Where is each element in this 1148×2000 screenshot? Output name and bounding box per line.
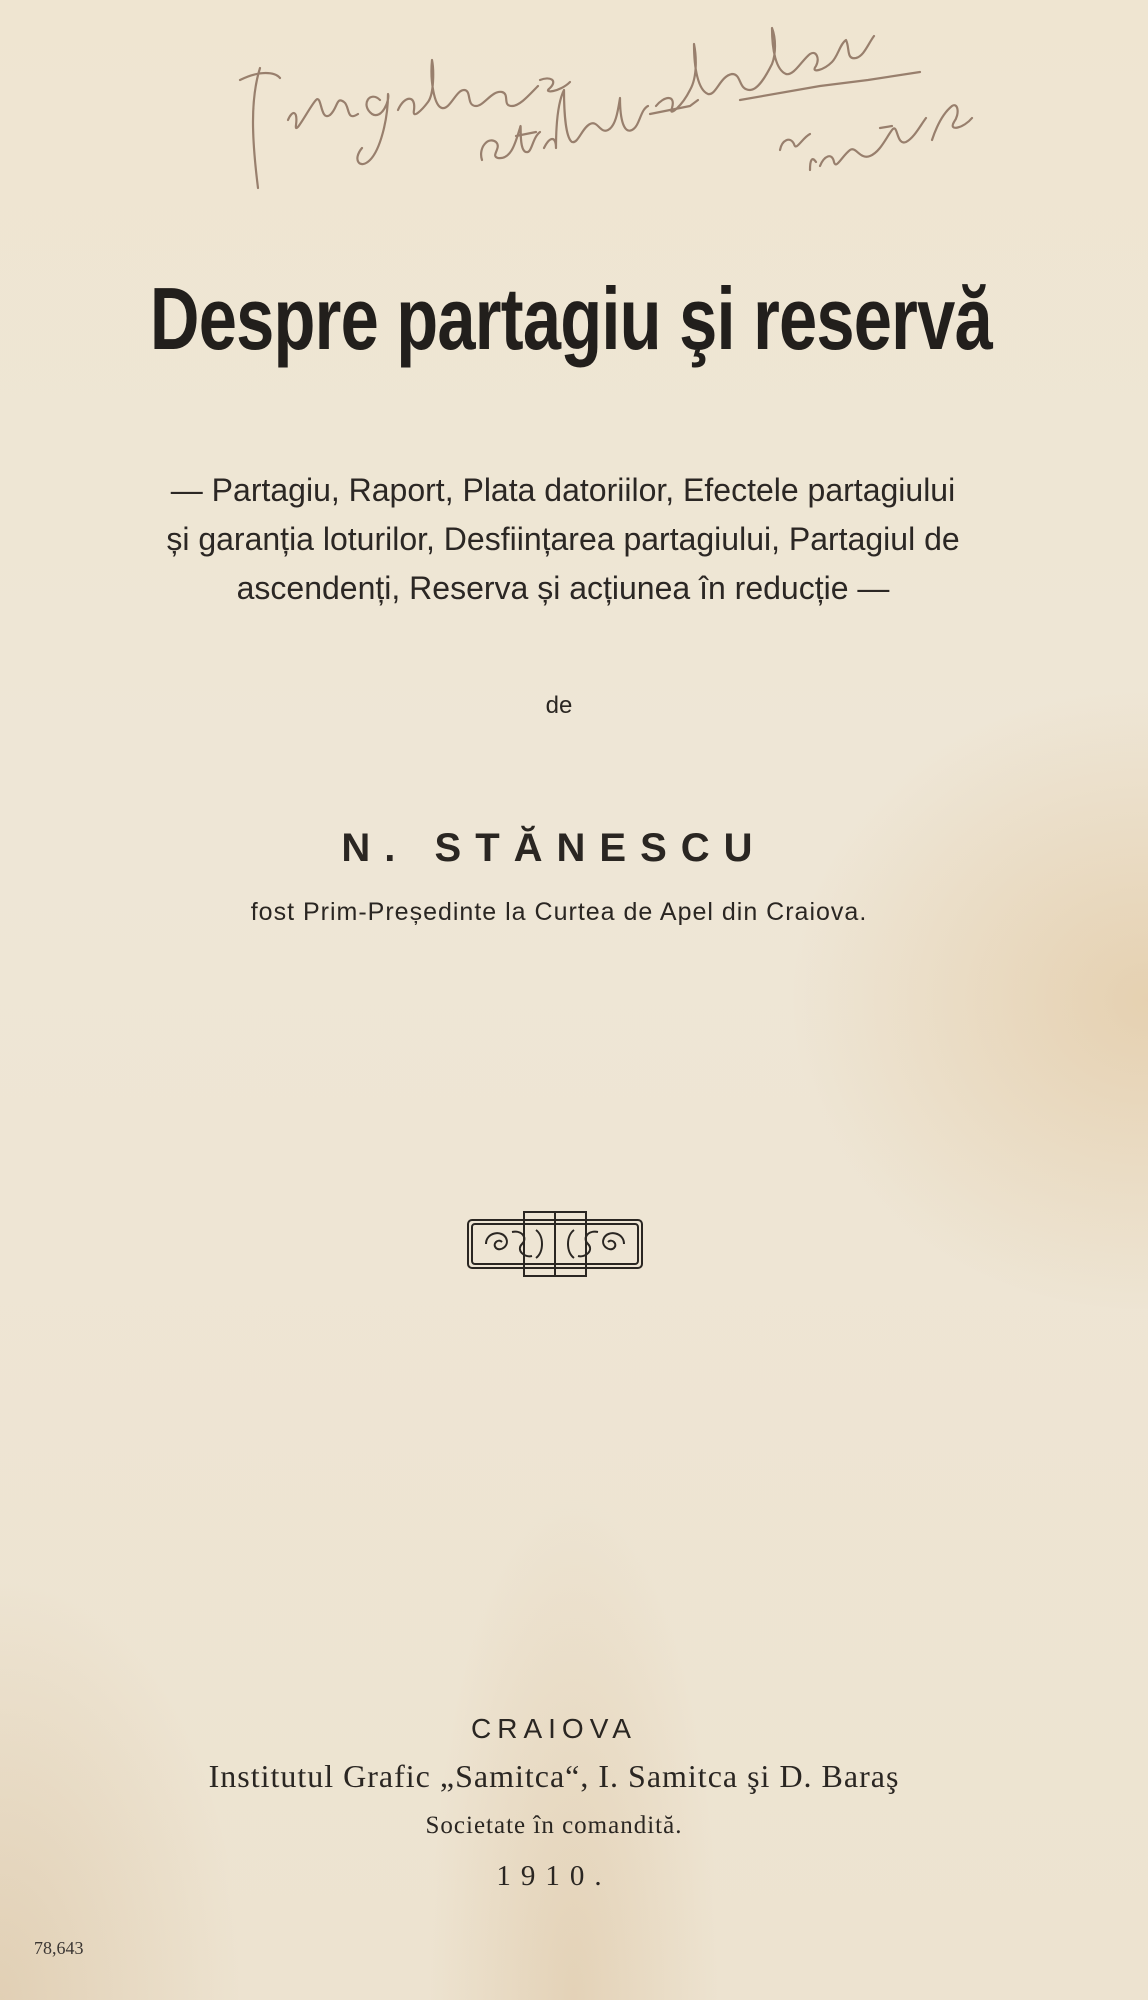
imprint-society: Societate în comandită.: [425, 1812, 683, 1839]
by-label: de: [545, 692, 573, 719]
author-role: fost Prim-Președinte la Curtea de Apel din Craiova.: [250, 898, 868, 926]
imprint-publisher: Institutul Grafic „Samitca“, I. Samitca şi D. Baraş: [208, 1758, 900, 1794]
subtitle-contents: [28, 466, 1098, 613]
book-title: Despre partagiu şi reservă: [149, 269, 992, 368]
subtitle-line: ascendenți, Reserva și acțiunea în reducție —: [236, 570, 890, 606]
author-name: N. STĂNESCU: [341, 826, 767, 870]
catalog-number: 78,643: [34, 1938, 84, 1958]
subtitle-line: — Partagiu, Raport, Plata datoriilor, Efectele partagiului: [170, 472, 956, 508]
printer-ornament-icon: [466, 1210, 644, 1278]
handwritten-pencil-note: [220, 10, 980, 210]
imprint-year: 1910.: [496, 1860, 612, 1892]
subtitle-line: și garanția loturilor, Desființarea partagiului, Partagiul de: [166, 521, 960, 557]
imprint-city: CRAIOVA: [471, 1713, 637, 1744]
